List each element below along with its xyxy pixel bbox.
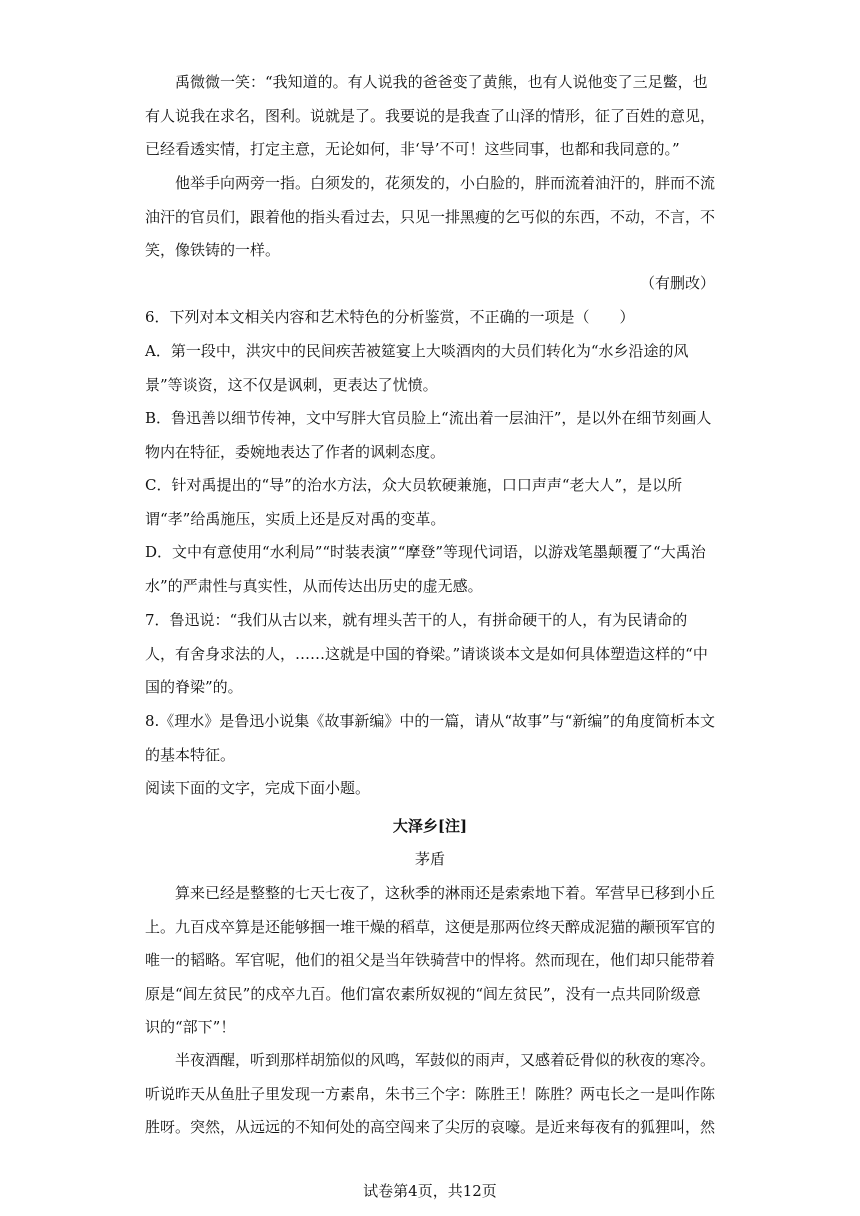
passage2-author: 茅盾 [414,850,445,868]
passage1-paragraph-2: 他举手向两旁一指。白须发的，花须发的，小白脸的，胖而流着油汗的，胖而不流油汗的官员们，跟着他的指头看过去，只见一排黑瘦的乞丐似的东西，不动，不言，不笑，像铁铸的一样。 [145,174,716,260]
question-6: 6．下列对本文相关内容和艺术特色的分析鉴赏，不正确的一项是（ ） [145,308,635,326]
source-note: （有删改） [639,274,715,292]
question-8: 8.《理水》是鲁迅小说集《故事新编》中的一篇，请从“故事”与“新编”的角度简析本文的基本特征。 [145,712,715,764]
option-b: B．鲁迅善以细节传神，文中写胖大官员脸上“流出着一层油汗”，是以外在细节刻画人物内在特征，委婉地表达了作者的讽刺态度。 [145,409,712,461]
page-footer: 试卷第4页，共12页 [363,1182,497,1200]
passage1-paragraph-1: 禹微微一笑：“我知道的。有人说我的爸爸变了黄熊，也有人说他变了三足鳖，也有人说我在求名，图利。说就是了。我要说的是我查了山泽的情形，征了百姓的意见，已经看透实情，打定主意，无论如何，非‘导’不可！这些同事，也都和我同意的。” [145,73,716,159]
passage2-paragraph-1: 算来已经是整整的七天七夜了，这秋季的淋雨还是索索地下着。军营早已移到小丘上。九百戍卒算是还能够掴一堆干燥的稻草，这便是那两位终天醉成泥猫的颟顸军官的唯一的韬略。军官呢，他们的祖父是当年铁骑营中的悍将。然而现在，他们却只能带着原是“闾左贫民”的戍卒九百。他们富农素所奴视的“闾左贫民”，没有一点共同阶级意识的“部下”！ [145,884,716,1037]
question-7: 7．鲁迅说：“我们从古以来，就有埋头苦干的人，有拼命硬干的人，有为民请命的人，有舍身求法的人，……这就是中国的脊梁。”请谈谈本文是如何具体塑造这样的“中国的脊梁”的。 [145,611,708,697]
reading-instruction: 阅读下面的文字，完成下面小题。 [145,779,371,797]
passage2-title: 大泽乡[注] [392,817,468,835]
passage2-paragraph-2: 半夜酒醒，听到那样胡笳似的风鸣，军鼓似的雨声，又感着砭骨似的秋夜的寒冷。听说昨天从鱼肚子里发现一方素帛，朱书三个字：陈胜王！陈胜？两屯长之一是叫作陈胜呀。突然，从远远的不知何处的高空闯来了尖厉的哀嚎。是近来每夜有的狐狸叫，然 [145,1051,716,1137]
option-d: D．文中有意使用“水利局”“时装表演”“摩登”等现代词语，以游戏笔墨颠覆了“大禹治水”的严肃性与真实性，从而传达出历史的虚无感。 [145,543,706,595]
option-a: A．第一段中，洪灾中的民间疾苦被筵宴上大啖酒肉的大员们转化为“水乡沿途的风景”等谈资，这不仅是讽刺，更表达了忧愤。 [145,342,689,394]
option-c: C．针对禹提出的“导”的治水方法，众大员软硬兼施，口口声声“老大人”，是以所谓“孝”给禹施压，实质上还是反对禹的变革。 [145,476,683,528]
